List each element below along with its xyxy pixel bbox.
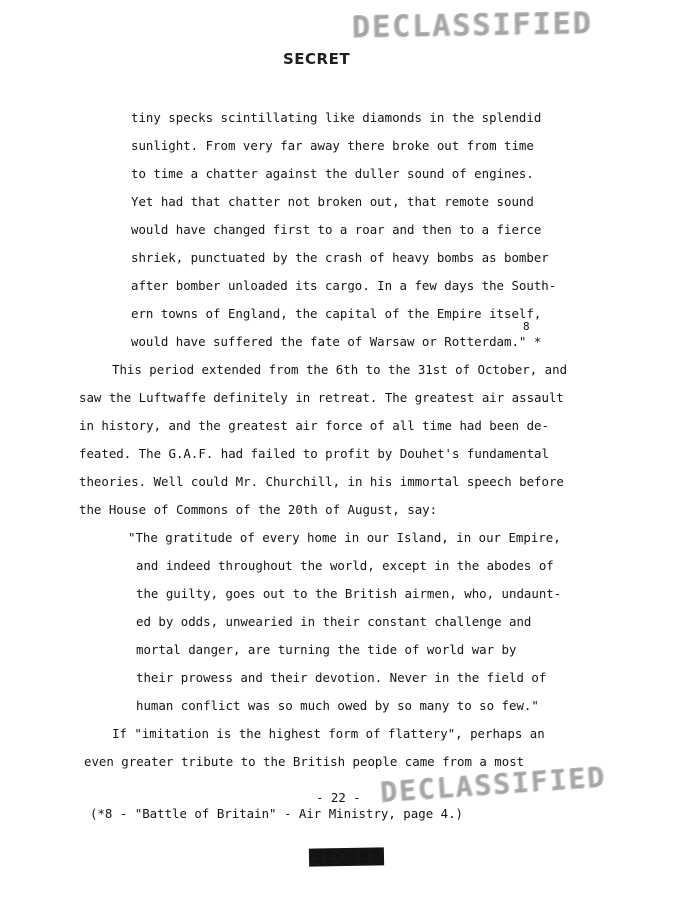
paragraph-line: in history, and the greatest air force of all time had been de-	[79, 418, 549, 433]
declassified-stamp-bottom: DECLASSIFIED	[379, 760, 608, 809]
quote2-line: the guilty, goes out to the British airmen, who, undaunt-	[136, 586, 562, 601]
quote1-line: Yet had that chatter not broken out, that remote sound	[131, 194, 534, 209]
paragraph-line: This period extended from the 6th to the 31st of October, and	[112, 362, 568, 377]
quote1-line: shriek, punctuated by the crash of heavy bombs as bomber	[131, 250, 549, 265]
quote1-line: would have changed first to a roar and then to a fierce	[131, 222, 542, 237]
paragraph-line: saw the Luftwaffe definitely in retreat. The greatest air assault	[79, 390, 564, 405]
quote2-line: and indeed throughout the world, except in the abodes of	[136, 558, 554, 573]
quote1-line: ern towns of England, the capital of the Empire itself,	[131, 306, 542, 321]
declassified-stamp-top: DECLASSIFIED	[351, 5, 594, 46]
quote1-line: sunlight. From very far away there broke out from time	[131, 138, 534, 153]
footnote: (*8 - "Battle of Britain" - Air Ministry, page 4.)	[90, 806, 463, 821]
quote2-line: mortal danger, are turning the tide of world war by	[136, 642, 517, 657]
quote1-line: to time a chatter against the duller sound of engines.	[131, 166, 534, 181]
paragraph-line: If "imitation is the highest form of flattery", perhaps an	[112, 726, 545, 741]
paragraph-line: even greater tribute to the British people came from a most	[84, 754, 525, 769]
classification-header: SECRET	[283, 50, 351, 68]
page-number: - 22 -	[316, 790, 361, 805]
classification-footer: SECRET	[309, 847, 384, 866]
paragraph-line: theories. Well could Mr. Churchill, in his immortal speech before	[79, 474, 564, 489]
quote1-line: tiny specks scintillating like diamonds in the splendid	[131, 110, 542, 125]
quote2-line: their prowess and their devotion. Never in the field of	[136, 670, 547, 685]
footnote-marker: 8	[523, 320, 530, 333]
quote1-line: after bomber unloaded its cargo. In a few days the South-	[131, 278, 557, 293]
quote2-line: "The gratitude of every home in our Island, in our Empire,	[128, 530, 561, 545]
paragraph-line: the House of Commons of the 20th of August, say:	[79, 502, 438, 517]
quote2-line: ed by odds, unwearied in their constant challenge and	[136, 614, 532, 629]
paragraph-line: feated. The G.A.F. had failed to profit by Douhet's fundamental	[79, 446, 549, 461]
quote2-line: human conflict was so much owed by so many to so few."	[136, 698, 539, 713]
quote1-line: would have suffered the fate of Warsaw or Rotterdam." *	[131, 334, 542, 349]
